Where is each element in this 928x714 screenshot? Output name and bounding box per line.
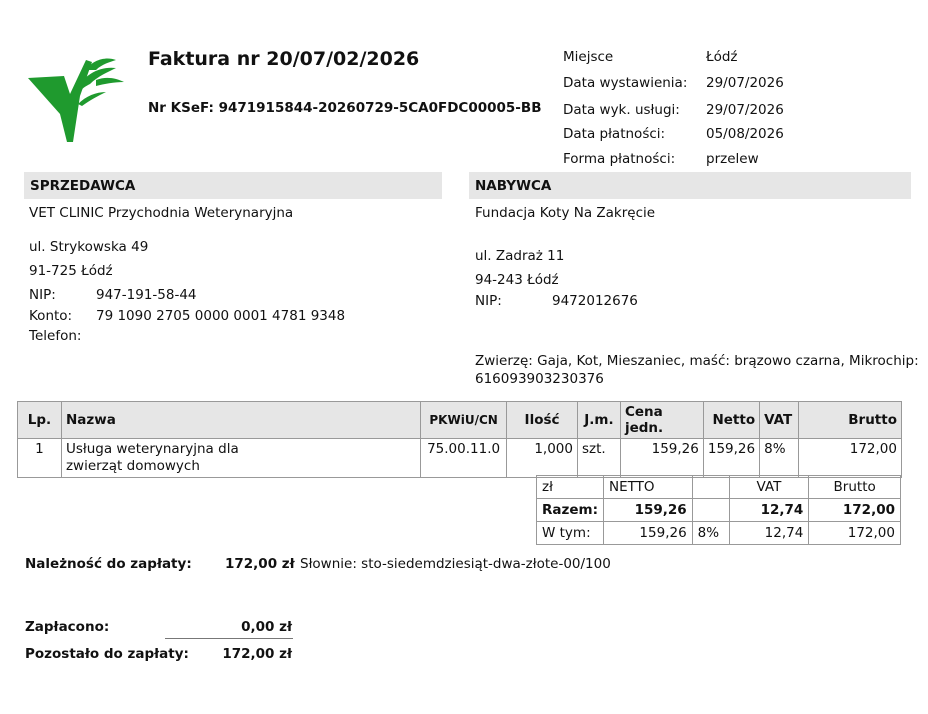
row-name [61, 439, 420, 478]
sum-total-rate [692, 499, 729, 522]
animal-info-line1: Zwierzę: Gaja, Kot, Mieszaniec, maść: brązowo czarna, Mikrochip: [475, 353, 919, 369]
meta-payment-date-value: 05/08/2026 [706, 126, 784, 142]
meta-payment-method-value: przelew [706, 151, 759, 167]
row-pkwiu: 75.00.11.0 [421, 439, 507, 478]
items-table [17, 401, 902, 478]
invoice-title: Faktura nr 20/07/02/2026 [148, 48, 420, 70]
buyer-nip-label: NIP: [475, 293, 502, 309]
seller-nip: 947-191-58-44 [96, 287, 197, 303]
row-name-line1: Usługa weterynaryjna dla [65, 441, 239, 457]
buyer-nip: 9472012676 [552, 293, 638, 309]
remaining-value: 172,00 zł [222, 646, 292, 662]
seller-nip-label: NIP: [29, 287, 56, 303]
animal-info-line2: 616093903230376 [475, 371, 604, 387]
table-row [18, 439, 902, 478]
paid-label: Zapłacono: [25, 619, 110, 635]
amount-due-value: 172,00 zł [225, 556, 295, 572]
sum-breakdown-vat: 12,74 [729, 522, 809, 545]
sum-currency: zł [537, 476, 604, 499]
seller-heading: SPRZEDAWCA [24, 172, 442, 199]
sum-total-net: 159,26 [603, 499, 692, 522]
summary-table [536, 475, 901, 545]
clinic-logo [26, 56, 126, 146]
buyer-street: ul. Zadraż 11 [475, 248, 565, 264]
sum-breakdown-rate: 8% [692, 522, 729, 545]
remaining-label: Pozostało do zapłaty: [25, 646, 189, 662]
seller-name: VET CLINIC Przychodnia Weterynaryjna [29, 205, 294, 221]
sum-total-gross: 172,00 [809, 499, 901, 522]
col-lp: Lp. [18, 402, 62, 439]
sum-total-label: Razem: [537, 499, 604, 522]
meta-payment-method-label: Forma płatności: [563, 151, 676, 167]
col-qty: Ilość [507, 402, 578, 439]
ksef-number: Nr KSeF: 9471915844-20260729-5CA0FDC00005-BB [148, 100, 542, 116]
sum-net-header: NETTO [603, 476, 692, 499]
meta-service-date-value: 29/07/2026 [706, 102, 784, 118]
seller-city: 91-725 Łódź [29, 263, 113, 279]
row-lp: 1 [18, 439, 62, 478]
seller-account-label: Konto: [29, 308, 73, 324]
items-header-row [18, 402, 902, 439]
amount-in-words: Słownie: sto-siedemdziesiąt-dwa-złote-00/100 [300, 556, 611, 572]
buyer-name: Fundacja Koty Na Zakręcie [475, 205, 656, 221]
paid-value: 0,00 zł [241, 619, 292, 635]
col-vat: VAT [760, 402, 799, 439]
col-gross: Brutto [799, 402, 902, 439]
sum-total-vat: 12,74 [729, 499, 809, 522]
summary-total-row [537, 499, 901, 522]
amount-due-label: Należność do zapłaty: [25, 556, 192, 572]
sum-vat-header: VAT [729, 476, 809, 499]
sum-breakdown-net: 159,26 [603, 522, 692, 545]
row-name-line2: zwierząt domowych [65, 458, 200, 474]
col-pkwiu: PKWiU/CN [421, 402, 507, 439]
row-vat: 8% [760, 439, 799, 478]
col-unit: J.m. [577, 402, 620, 439]
meta-place-value: Łódź [706, 49, 738, 65]
meta-issue-date-value: 29/07/2026 [706, 75, 784, 91]
col-name: Nazwa [61, 402, 420, 439]
seller-phone-label: Telefon: [29, 328, 82, 344]
row-gross: 172,00 [799, 439, 902, 478]
col-unit-price: Cena jedn. [620, 402, 703, 439]
meta-payment-date-label: Data płatności: [563, 126, 666, 142]
seller-street: ul. Strykowska 49 [29, 239, 149, 255]
sum-breakdown-gross: 172,00 [809, 522, 901, 545]
sum-breakdown-label: W tym: [537, 522, 604, 545]
buyer-heading: NABYWCA [469, 172, 911, 199]
col-net: Netto [703, 402, 759, 439]
meta-service-date-label: Data wyk. usługi: [563, 102, 680, 118]
summary-header-row [537, 476, 901, 499]
meta-place-label: Miejsce [563, 49, 614, 65]
row-unit: szt. [577, 439, 620, 478]
row-qty: 1,000 [507, 439, 578, 478]
buyer-city: 94-243 Łódź [475, 272, 559, 288]
meta-issue-date-label: Data wystawienia: [563, 75, 688, 91]
paid-divider [165, 638, 293, 639]
row-net: 159,26 [703, 439, 759, 478]
summary-breakdown-row [537, 522, 901, 545]
row-unit-price: 159,26 [620, 439, 703, 478]
sum-gross-header: Brutto [809, 476, 901, 499]
seller-account: 79 1090 2705 0000 0001 4781 9348 [96, 308, 346, 324]
sum-rate-header [692, 476, 729, 499]
